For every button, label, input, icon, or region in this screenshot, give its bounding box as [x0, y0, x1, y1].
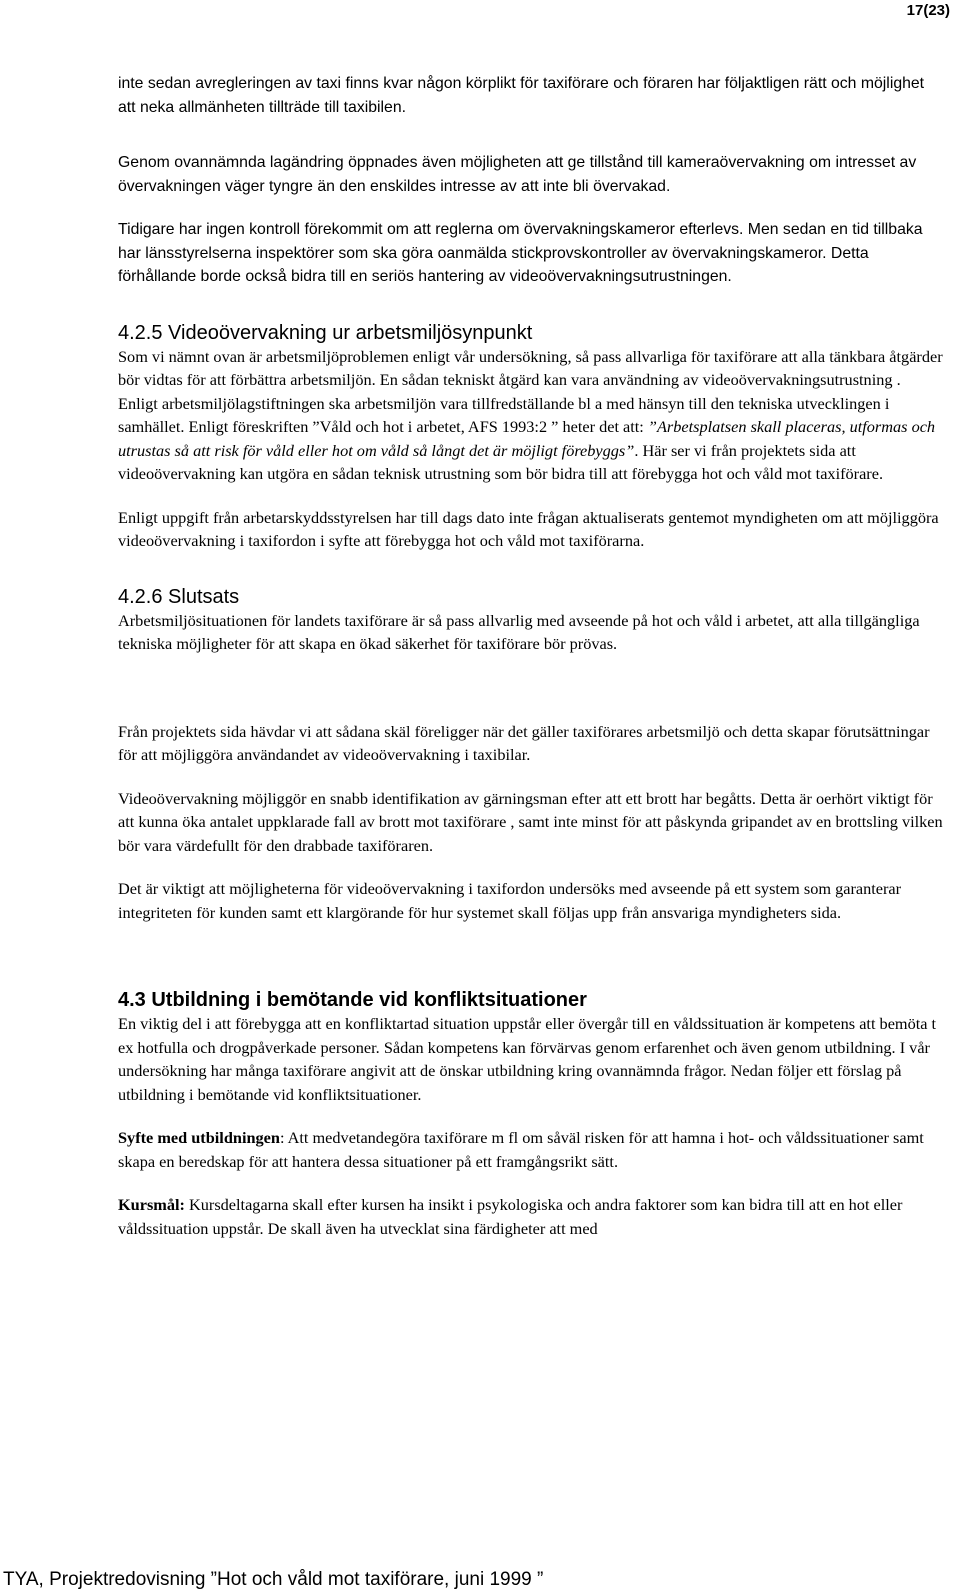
paragraph-training-intro: En viktig del i att förebygga att en konfliktartad situation uppstår eller övergår till en våldssituation är kompetens att bemöta t ex hotfulla och drogpåverkade personer. Sådan kompetens kan förvärvas genom erfarenhet och även genom utbildning. I vår undersökning har många taxiförare angivit att de önskar utbildning kring ovannämnda frågor. Nedan följer ett förslag på utbildning i bemötande vid konfliktsituationer.: [118, 1014, 937, 1104]
training-purpose-text: : Att medvetandegöra taxiförare m fl om såväl risken för att hamna i hot- och våldssituationer samt skapa en beredskap för att hantera dessa situationer på ett framgångsrikt sätt.: [118, 1128, 924, 1171]
course-goals-label: Kursmål:: [118, 1195, 185, 1214]
page-number: 17(23): [906, 2, 950, 19]
paragraph-work-environment-text: Som vi nämnt ovan är arbetsmiljöproblemen enligt vår undersökning, så pass allvarliga för taxiförare att alla tänkbara åtgärder bör vidtas för att förbättra arbetsmiljön. En sådan tekniskt åtgärd kan vara användning av videoövervakningsutrustning . Enligt arbetsmiljölagstiftningen ska arbetsmiljön vara tillfredställande bl a med hänsyn till den tekniska utvecklingen i samhället. Enligt föreskriften ”Våld och hot i arbetet, AFS 1993:2 ” heter det att:: [118, 346, 943, 436]
paragraph-inspections: Tidigare har ingen kontroll förekommit om att reglerna om övervakningskameror efterlevs. Men sedan en tid tillbaka har länsstyrelserna inspektörer som ska göra oanmälda stickprovskontroller av övervakningskameror. Detta förhållande borde också bidra till en seriös hantering av videoövervakningsutrustningen.: [118, 221, 923, 285]
paragraph-work-environment-text-end: . Här ser vi från projektets sida att videoövervakning kan utgöra en sådan teknisk utrustning som bör bidra till att förebygga hot och våld mot taxiförare.: [118, 440, 884, 483]
paragraph-authority: Enligt uppgift från arbetarskyddsstyrelsen har till dags dato inte frågan aktualiserats gentemot myndigheten om att möjliggöra videoövervakning i taxifordon i syfte att förebygga hot och våld mot taxiförarna.: [118, 507, 939, 550]
document-body: [118, 72, 944, 1240]
paragraph-conclusion: Arbetsmiljösituationen för landets taxiförare är så pass allvarlig med avseende på hot och våld i arbetet, att alla tillgängliga tekniska möjligheter för att skapa en ökad säkerhet för taxiförare bör prövas.: [118, 610, 920, 653]
paragraph-course-goals: [118, 1193, 944, 1240]
paragraph-work-environment: [118, 345, 944, 486]
paragraph-taxi-obligation: inte sedan avregleringen av taxi finns kvar någon körplikt för taxiförare och föraren har följaktligen rätt och möjlighet att neka allmänheten tillträde till taxibilen.: [118, 75, 925, 116]
page-footer: TYA, Projektredovisning ”Hot och våld mot taxiförare, juni 1999 ”: [3, 1569, 544, 1590]
regulation-quote: ”Arbetsplatsen skall placeras, utformas och utrustas så att risk för våld eller hot om våld så långt det är möjligt förebyggs”: [118, 417, 936, 460]
paragraph-project-view: Från projektets sida hävdar vi att sådana skäl föreligger när det gäller taxiförares arbetsmiljö och detta skapar förutsättningar för att möjliggöra användandet av videoövervakning i taxibilar.: [118, 721, 930, 764]
training-purpose-label: Syfte med utbildningen: [118, 1128, 280, 1147]
heading-4-3: 4.3 Utbildning i bemötande vid konfliktsituationer: [118, 989, 587, 1011]
heading-4-2-5: 4.2.5 Videoövervakning ur arbetsmiljösynpunkt: [118, 321, 533, 344]
paragraph-identification: Videoövervakning möjliggör en snabb identifikation av gärningsman efter att ett brott har begåtts. Detta är oerhört viktigt för att kunna öka antalet uppklarade fall av brott mot taxiförare , samt inte minst för att påskynda gripandet av en brottsling vilken bör vara värdefullt för den drabbade taxiföraren.: [118, 788, 943, 855]
paragraph-training-purpose: [118, 1126, 944, 1173]
course-goals-text: Kursdeltagarna skall efter kursen ha insikt i psykologiska och andra faktorer som kan bidra till att en hot eller våldssituation uppstår. De skall även ha utvecklat sina färdigheter att med: [118, 1195, 903, 1238]
paragraph-law-change: Genom ovannämnda lagändring öppnades även möjligheten att ge tillstånd till kameraövervakning om intresset av övervakningen väger tyngre än den enskildes intresse av att inte bli övervakad.: [118, 154, 917, 195]
heading-4-2-6: 4.2.6 Slutsats: [118, 585, 240, 608]
paragraph-integrity: Det är viktigt att möjligheterna för videoövervakning i taxifordon undersöks med avseende på ett system som garanterar integriteten för kunden samt ett klargörande för hur systemet skall följas upp från ansvariga myndigheters sida.: [118, 879, 902, 922]
